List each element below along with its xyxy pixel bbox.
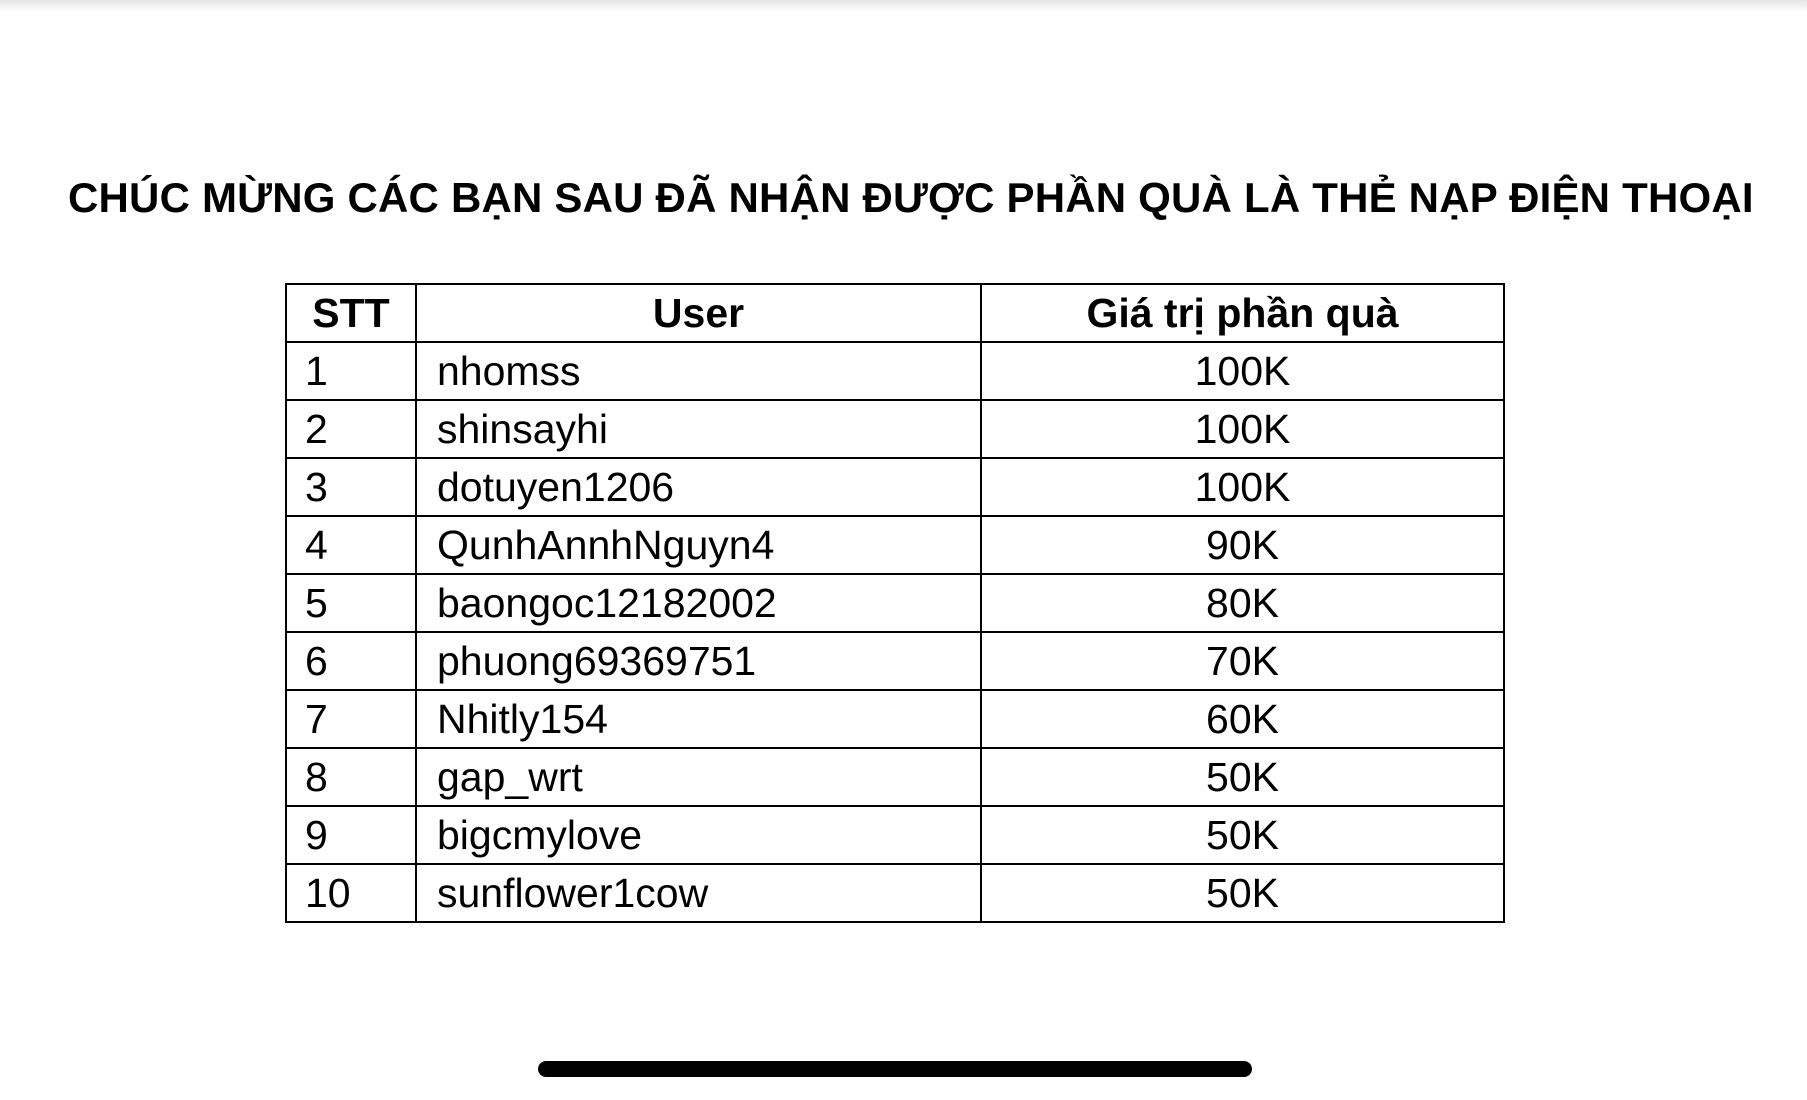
row-value: 70K [981, 632, 1504, 690]
top-edge-shadow [0, 0, 1807, 12]
table-row [286, 690, 1504, 748]
row-value: 50K [981, 806, 1504, 864]
row-value: 80K [981, 574, 1504, 632]
column-header-user: User [416, 284, 981, 342]
row-stt: 5 [286, 574, 416, 632]
table-row [286, 400, 1504, 458]
row-value: 50K [981, 864, 1504, 922]
row-user: phuong69369751 [416, 632, 981, 690]
table-row [286, 632, 1504, 690]
row-stt: 4 [286, 516, 416, 574]
table-row [286, 748, 1504, 806]
row-user: baongoc12182002 [416, 574, 981, 632]
row-value: 90K [981, 516, 1504, 574]
table-row [286, 574, 1504, 632]
row-user: Nhitly154 [416, 690, 981, 748]
row-user: bigcmylove [416, 806, 981, 864]
row-stt: 7 [286, 690, 416, 748]
row-stt: 3 [286, 458, 416, 516]
row-value: 100K [981, 400, 1504, 458]
row-user: nhomss [416, 342, 981, 400]
row-user: gap_wrt [416, 748, 981, 806]
row-user: shinsayhi [416, 400, 981, 458]
row-stt: 6 [286, 632, 416, 690]
row-stt: 1 [286, 342, 416, 400]
row-value: 100K [981, 342, 1504, 400]
home-indicator[interactable] [538, 1061, 1252, 1077]
row-value: 60K [981, 690, 1504, 748]
winners-table [285, 283, 1505, 923]
row-stt: 10 [286, 864, 416, 922]
table-row [286, 864, 1504, 922]
row-stt: 8 [286, 748, 416, 806]
page-title: CHÚC MỪNG CÁC BẠN SAU ĐÃ NHẬN ĐƯỢC PHẦN QUÀ LÀ THẺ NẠP ĐIỆN THOẠI [68, 174, 1754, 221]
row-user: dotuyen1206 [416, 458, 981, 516]
column-header-value: Giá trị phần quà [981, 284, 1504, 342]
row-user: sunflower1cow [416, 864, 981, 922]
column-header-stt: STT [286, 284, 416, 342]
row-value: 100K [981, 458, 1504, 516]
row-stt: 9 [286, 806, 416, 864]
row-stt: 2 [286, 400, 416, 458]
table-header-row [286, 284, 1504, 342]
row-value: 50K [981, 748, 1504, 806]
table-row [286, 342, 1504, 400]
table-row [286, 806, 1504, 864]
table-row [286, 516, 1504, 574]
table-row [286, 458, 1504, 516]
row-user: QunhAnnhNguyn4 [416, 516, 981, 574]
